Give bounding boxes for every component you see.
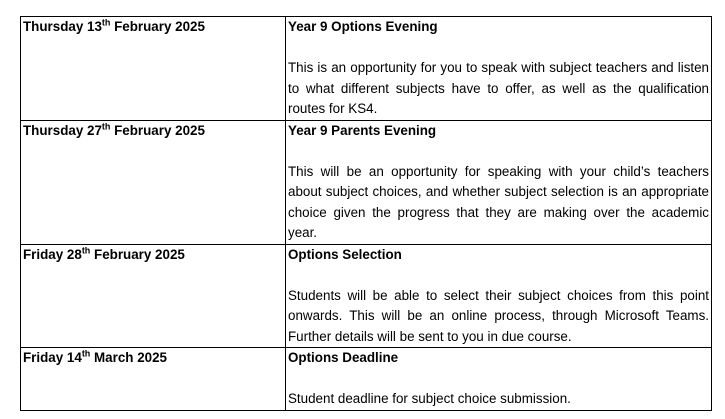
event-details [286, 120, 712, 244]
event-date-month-year: February 2025 [90, 246, 185, 262]
event-date-month-year: March 2025 [90, 350, 167, 365]
event-date-day: Thursday 13 [23, 19, 102, 34]
event-title: Year 9 Parents Evening [288, 122, 437, 138]
event-details [286, 17, 712, 121]
event-date-month-year: February 2025 [110, 122, 205, 138]
event-description: This will be an opportunity for speaking with your child’s teachers about subject choices, and whether subject selection is an appropriate choice given the progress that they are making over the academic year. [288, 163, 709, 240]
event-date-day: Friday 14 [23, 350, 82, 365]
table-row [21, 348, 712, 411]
options-schedule-table [20, 16, 712, 411]
event-date-day: Friday 28 [23, 246, 82, 262]
event-details [286, 244, 712, 348]
event-description: Student deadline for subject choice submission. [288, 391, 571, 406]
event-date-ordinal: th [101, 17, 111, 28]
event-title: Year 9 Options Evening [288, 19, 438, 34]
event-date [21, 244, 286, 348]
event-description: This is an opportunity for you to speak with subject teachers and listen to what different subjects have to offer, as well as the qualification routes for KS4. [288, 60, 709, 116]
event-title: Options Selection [288, 246, 402, 262]
event-description: Students will be able to select their subject choices from this point onwards. This will be an online process, through Microsoft Teams. Further details will be sent to you in due course. [288, 287, 709, 344]
event-date [21, 348, 286, 411]
event-date-day: Thursday 27 [23, 122, 102, 138]
table-row [21, 244, 712, 348]
event-date [21, 120, 286, 244]
event-date-ordinal: th [81, 348, 91, 359]
event-date-ordinal: th [81, 245, 91, 256]
event-date-month-year: February 2025 [110, 19, 205, 34]
event-date-ordinal: th [101, 121, 111, 132]
table-row [21, 17, 712, 121]
event-date [21, 17, 286, 121]
event-details [286, 348, 712, 411]
event-title: Options Deadline [288, 350, 399, 365]
table-row [21, 120, 712, 244]
